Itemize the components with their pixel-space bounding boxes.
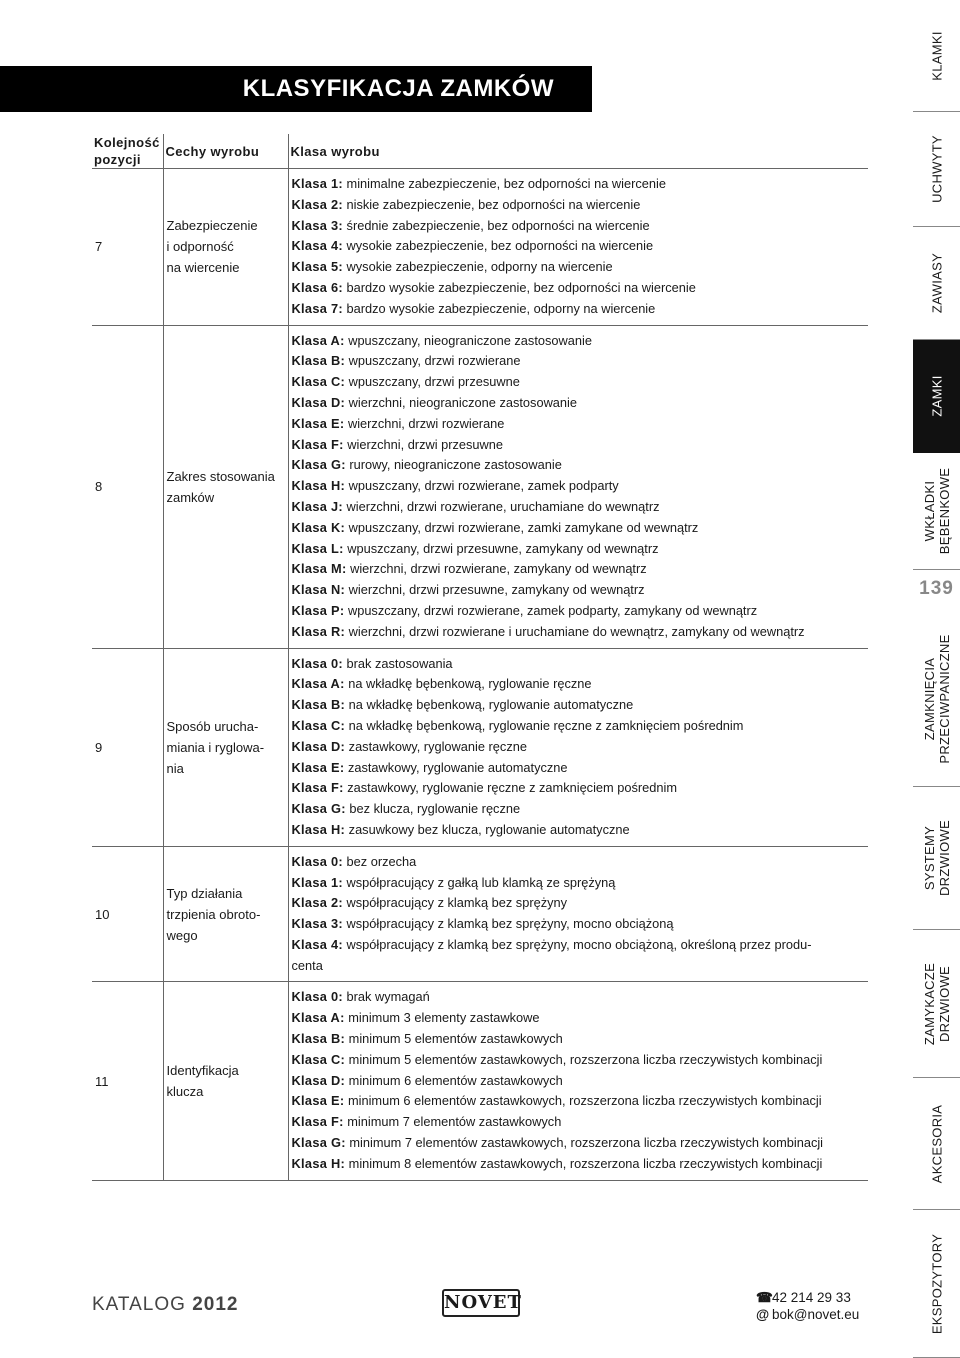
sidebar-tab-label: AKCESORIA (929, 1104, 944, 1183)
class-description: współpracujący z klamką bez sprężyny, mocno obciążoną (342, 916, 674, 932)
at-icon: @ (756, 1307, 770, 1322)
class-item (292, 1008, 869, 1029)
feature-line: Sposób urucha- (166, 718, 259, 734)
class-description: wierzchni, drzwi rozwierane (344, 415, 505, 431)
class-description: wierzchni, drzwi przesuwne, zamykany od wewnątrz (345, 582, 645, 598)
sidebar-tab-ekspozytory[interactable] (913, 1210, 960, 1358)
class-description: brak wymagań (342, 989, 430, 1005)
catalog-text: KATALOG (92, 1294, 186, 1315)
class-item (292, 236, 869, 257)
contact-info (756, 1289, 859, 1323)
class-item (292, 257, 869, 278)
class-item (292, 331, 869, 352)
class-label: Klasa 5: (291, 259, 343, 275)
class-item (292, 393, 869, 414)
class-description: minimum 5 elementów zastawkowych (345, 1031, 563, 1047)
class-label: Klasa 4: (291, 238, 343, 254)
class-label: Klasa H: (291, 1155, 346, 1171)
table-row (92, 169, 868, 326)
catalog-year: 2012 (192, 1294, 239, 1315)
feature-line: zamków (166, 489, 215, 505)
sidebar-tab-klamki[interactable] (913, 0, 960, 112)
catalog-label (92, 1294, 239, 1316)
class-label: Klasa F: (291, 780, 344, 796)
class-description: minimum 6 elementów zastawkowych, rozszerzona liczba rzeczywistych kombinacji (344, 1093, 822, 1109)
class-item (292, 174, 869, 195)
sidebar-tab-label: ZAMKNIĘCIA PRZECIWPANICZNE (921, 634, 952, 764)
class-label: Klasa F: (291, 1114, 344, 1130)
class-item (292, 1091, 869, 1112)
class-description: wysokie zabezpieczenie, bez odporności na wiercenie (342, 238, 654, 254)
sidebar-tab-zawiasy[interactable] (913, 227, 960, 340)
position-number: 10 (92, 846, 163, 982)
class-label: Klasa 4: (291, 936, 343, 952)
sidebar-tab-uchwyty[interactable] (913, 112, 960, 227)
class-description: na wkładkę bębenkową, ryglowanie automatyczne (345, 697, 634, 713)
class-description: minimum 8 elementów zastawkowych, rozszerzona liczba rzeczywistych kombinacji (345, 1155, 823, 1171)
class-item (292, 852, 869, 873)
class-description: minimum 7 elementów zastawkowych, rozszerzona liczba rzeczywistych kombinacji (345, 1135, 824, 1151)
class-label: Klasa H: (291, 821, 346, 837)
sidebar-tab-label: ZAMKI (929, 375, 944, 417)
class-description: minimum 5 elementów zastawkowych, rozszerzona liczba rzeczywistych kombinacji (345, 1051, 823, 1067)
feature-name (163, 846, 288, 982)
class-description: brak zastosowania (342, 655, 453, 671)
novet-logo: NOVET (442, 1289, 520, 1317)
class-label: Klasa B: (291, 697, 346, 713)
class-label: Klasa P: (291, 602, 345, 618)
class-description: wpuszczany, drzwi rozwierane, zamki zamykane od wewnątrz (345, 519, 699, 535)
email-address: bok@novet.eu (772, 1307, 860, 1322)
class-description: bez klucza, ryglowanie ręczne (345, 801, 521, 817)
class-item (292, 1050, 869, 1071)
sidebar-tab-label: UCHWYTY (929, 135, 944, 203)
header-feature: Cechy wyrobu (163, 134, 288, 169)
class-item (292, 278, 869, 299)
class-label: Klasa 1: (291, 176, 343, 191)
class-description: wierzchni, nieograniczone zastosowanie (345, 394, 578, 410)
phone-icon: ☎ (756, 1290, 773, 1305)
class-item (292, 1154, 869, 1175)
sidebar-tab-zamknięcia[interactable] (913, 612, 960, 787)
feature-line: klucza (166, 1084, 204, 1100)
class-label: Klasa A: (291, 1010, 345, 1026)
feature-line: Identyfikacja (166, 1063, 239, 1079)
class-label: Klasa 2: (291, 895, 343, 911)
class-item (292, 873, 869, 894)
class-label: Klasa D: (291, 738, 346, 754)
table-row (92, 648, 868, 846)
feature-line: Typ działania (166, 885, 243, 901)
class-item (292, 778, 869, 799)
class-item (292, 559, 869, 580)
class-description: niskie zabezpieczenie, bez odporności na wiercenie (342, 196, 641, 212)
class-item (292, 758, 869, 779)
sidebar-tab-label: ZAMYKACZE DRZWIOWE (921, 962, 952, 1045)
class-item (292, 737, 869, 758)
position-number: 9 (92, 648, 163, 846)
position-number: 7 (92, 169, 163, 326)
table-header-row (92, 134, 868, 169)
class-description: wierzchni, drzwi przesuwne (343, 436, 503, 452)
class-description: zasuwkowy bez klucza, ryglowanie automatyczne (345, 821, 630, 837)
class-item (292, 674, 869, 695)
class-description: zastawkowy, ryglowanie ręczne (345, 738, 527, 754)
class-description: minimum 6 elementów zastawkowych (345, 1072, 563, 1088)
class-item (292, 799, 869, 820)
class-description: wpuszczany, drzwi przesuwne, zamykany od wewnątrz (343, 540, 659, 556)
class-label: Klasa F: (291, 436, 344, 452)
class-item (292, 539, 869, 560)
class-description: minimum 7 elementów zastawkowych (343, 1114, 562, 1130)
class-description: rurowy, nieograniczone zastosowanie (345, 457, 562, 473)
class-label: Klasa 3: (291, 217, 343, 233)
class-description: bez orzecha (342, 853, 417, 869)
feature-name (163, 648, 288, 846)
sidebar-tab-systemy[interactable] (913, 787, 960, 930)
class-label: Klasa N: (291, 582, 346, 598)
class-item (292, 299, 869, 320)
class-item (292, 695, 869, 716)
class-item (292, 216, 869, 237)
class-description: bardzo wysokie zabezpieczenie, bez odporności na wiercenie (342, 279, 696, 295)
class-description: wpuszczany, drzwi rozwierane, zamek podparty (345, 478, 619, 494)
class-label: Klasa M: (291, 561, 347, 577)
class-description: wpuszczany, drzwi przesuwne (345, 374, 520, 390)
class-item (292, 497, 869, 518)
class-description: zastawkowy, ryglowanie automatyczne (344, 759, 568, 775)
class-item (292, 435, 869, 456)
class-label: Klasa D: (291, 1072, 346, 1088)
class-description: wpuszczany, drzwi rozwierane (345, 353, 521, 369)
class-label: Klasa 3: (291, 916, 343, 932)
page-title-bar (0, 66, 592, 112)
class-label: Klasa C: (291, 717, 346, 733)
class-label: Klasa R: (291, 623, 346, 639)
header-class: Klasa wyrobu (288, 134, 868, 169)
class-item (292, 654, 869, 675)
class-label: Klasa L: (291, 540, 344, 556)
class-label: Klasa A: (291, 676, 345, 692)
feature-line: Zabezpieczenie (166, 218, 258, 234)
class-description: bardzo wysokie zabezpieczenie, odporny na wiercenie (342, 300, 656, 316)
class-description: wierzchni, drzwi rozwierane, uruchamiane do wewnątrz (342, 498, 660, 514)
class-label: Klasa B: (291, 353, 346, 369)
class-description: zastawkowy, ryglowanie ręczne z zamknięciem pośrednim (343, 780, 678, 796)
class-label: Klasa 2: (291, 196, 343, 212)
class-list (288, 648, 868, 846)
table-row (92, 846, 868, 982)
table-row (92, 982, 868, 1180)
class-label: Klasa J: (291, 498, 343, 514)
class-item (292, 580, 869, 601)
feature-line: nia (166, 760, 184, 776)
class-label: Klasa B: (291, 1031, 346, 1047)
class-item (292, 195, 869, 216)
class-item (292, 893, 869, 914)
class-label: Klasa 0: (291, 655, 343, 671)
category-sidebar (913, 0, 960, 1358)
sidebar-tab-label: ZAWIASY (929, 252, 944, 314)
class-description: minimum 3 elementy zastawkowe (344, 1010, 540, 1026)
class-list (288, 169, 868, 326)
class-label: Klasa H: (291, 478, 346, 494)
class-item (292, 987, 869, 1008)
sidebar-tab-akcesoria[interactable] (913, 1078, 960, 1210)
feature-line: na wiercenie (166, 260, 240, 276)
feature-line: miania i ryglowa- (166, 739, 265, 755)
class-label: Klasa E: (291, 1093, 345, 1109)
class-item (292, 622, 869, 643)
class-description: średnie zabezpieczenie, bez odporności na wiercenie (342, 217, 650, 233)
page-title: KLASYFIKACJA ZAMKÓW (242, 75, 554, 102)
table-row (92, 325, 868, 648)
sidebar-tab-label: SYSTEMY DRZWIOWE (921, 819, 952, 897)
feature-line: trzpienia obroto- (166, 906, 261, 922)
class-label: Klasa E: (291, 759, 345, 775)
class-label: Klasa K: (291, 519, 346, 535)
class-item (292, 351, 869, 372)
class-item (292, 455, 869, 476)
phone-line (756, 1289, 859, 1306)
feature-name (163, 169, 288, 326)
class-item (292, 914, 869, 935)
class-item (292, 414, 869, 435)
class-label: Klasa 0: (291, 853, 343, 869)
header-position: Kolejność pozycji (92, 134, 163, 169)
class-description: współpracujący z gałką lub klamką ze sprężyną (342, 874, 616, 890)
class-description: na wkładkę bębenkową, ryglowanie ręczne z zamknięciem pośrednim (345, 717, 744, 733)
class-item (292, 935, 869, 956)
class-label: Klasa 0: (291, 989, 343, 1005)
class-label: Klasa G: (291, 457, 346, 473)
sidebar-tab-label: WKŁADKI BĘBENKOWE (921, 467, 952, 555)
class-description-continued: centa (291, 957, 323, 973)
class-list (288, 982, 868, 1180)
class-label: Klasa C: (291, 374, 346, 390)
sidebar-tab-wkładki[interactable] (913, 453, 960, 570)
class-label: Klasa C: (291, 1051, 346, 1067)
class-list (288, 846, 868, 982)
class-label: Klasa 1: (291, 874, 343, 890)
class-item (292, 476, 869, 497)
class-description: wysokie zabezpieczenie, odporny na wiercenie (342, 259, 613, 275)
class-description: na wkładkę bębenkową, ryglowanie ręczne (344, 676, 592, 692)
class-list (288, 325, 868, 648)
position-number: 8 (92, 325, 163, 648)
feature-line: i odporność (166, 239, 234, 255)
class-label: Klasa E: (291, 415, 345, 431)
class-description: współpracujący z klamką bez sprężyny (342, 895, 568, 911)
sidebar-tab-label: EKSPOZYTORY (929, 1233, 944, 1334)
class-label: Klasa 6: (291, 279, 343, 295)
position-number: 11 (92, 982, 163, 1180)
class-item (292, 1029, 869, 1050)
class-item (292, 716, 869, 737)
class-item (292, 1133, 869, 1154)
email-line (756, 1306, 859, 1323)
class-item (292, 1112, 869, 1133)
sidebar-tab-zamki[interactable] (913, 340, 960, 453)
feature-name (163, 982, 288, 1180)
class-label: Klasa 7: (291, 300, 343, 316)
class-label: Klasa G: (291, 1135, 346, 1151)
class-description: wpuszczany, drzwi rozwierane, zamek podparty, zamykany od wewnątrz (344, 602, 758, 618)
sidebar-tab-zamykacze[interactable] (913, 930, 960, 1078)
phone-number: 42 214 29 33 (772, 1290, 851, 1305)
class-description: wpuszczany, nieograniczone zastosowanie (344, 332, 592, 348)
class-item (292, 820, 869, 841)
lock-classification-table (92, 134, 868, 1181)
class-description: minimalne zabezpieczenie, bez odporności na wiercenie (342, 176, 666, 191)
class-item (292, 518, 869, 539)
feature-line: wego (166, 927, 198, 943)
class-label: Klasa A: (291, 332, 345, 348)
class-description: współpracujący z klamką bez sprężyny, mocno obciążoną, określoną przez produ- (342, 936, 812, 952)
class-description: wierzchni, drzwi rozwierane i uruchamiane do wewnątrz, zamykany od wewnątrz (345, 623, 805, 639)
sidebar-tab-label: KLAMKI (929, 30, 944, 81)
page-number: 139 (919, 578, 954, 599)
class-description: wierzchni, drzwi rozwierane, zamykany od wewnątrz (346, 561, 647, 577)
feature-name (163, 325, 288, 648)
class-item (292, 1071, 869, 1092)
class-item (292, 601, 869, 622)
class-label: Klasa D: (291, 394, 346, 410)
class-label: Klasa G: (291, 801, 346, 817)
class-item (292, 372, 869, 393)
feature-line: Zakres stosowania (166, 468, 275, 484)
